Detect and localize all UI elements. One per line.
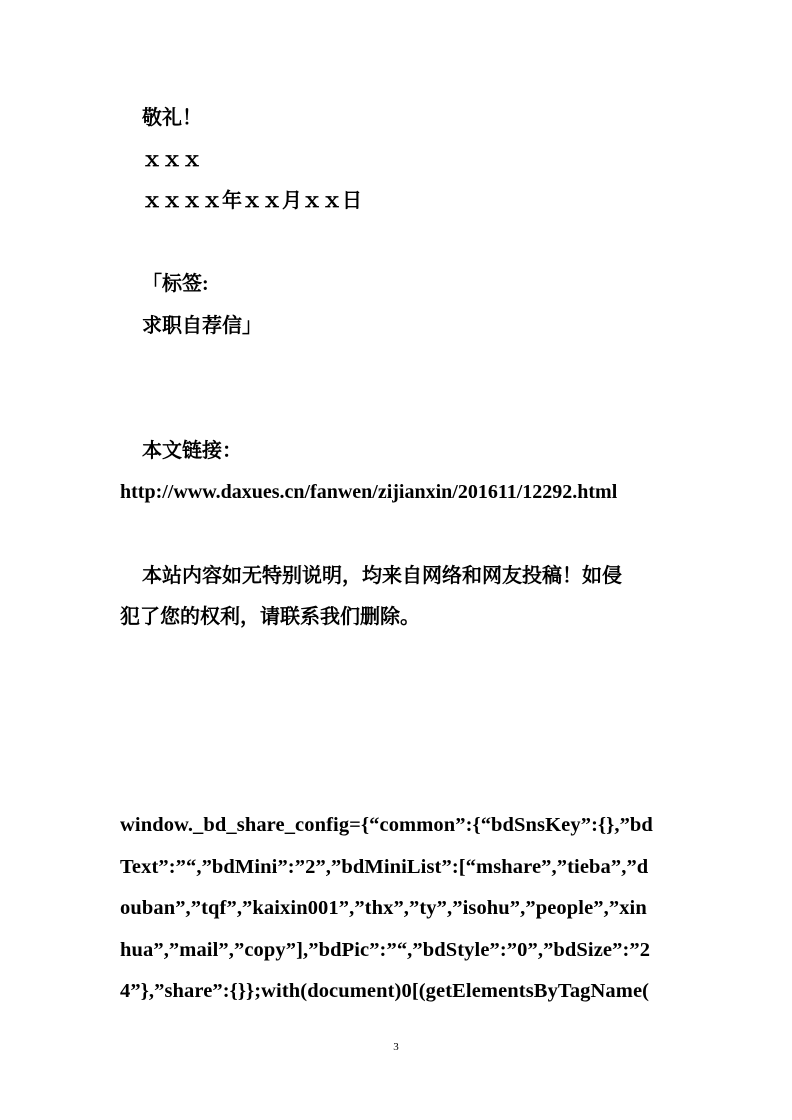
script-text-line-3: ouban”,”tqf”,”kaixin001”,”thx”,”ty”,”isohu”,”people”,”xin <box>120 897 647 919</box>
page-number: 3 <box>393 1041 399 1053</box>
tags-line-2: 求职自荐信」 <box>142 315 262 337</box>
script-text-line-2: Text”:”“,”bdMini”:”2”,”bdMiniList”:[“mshare”,”tieba”,”d <box>120 856 649 878</box>
link-url[interactable]: http://www.daxues.cn/fanwen/zijianxin/201611/12292.html <box>120 481 618 503</box>
link-label: 本文链接： <box>142 440 242 462</box>
script-text-line-1: window._bd_share_config={“common”:{“bdSnsKey”:{},”bd <box>120 814 653 836</box>
closing-signature: ｘｘｘ <box>142 149 202 171</box>
closing-salutation: 敬礼！ <box>142 107 202 129</box>
closing-date: ｘｘｘｘ年ｘｘ月ｘｘ日 <box>142 190 362 212</box>
script-text-line-5: 4”},”share”:{}};with(document)0[(getElementsByTagName( <box>120 980 650 1002</box>
script-text-line-4: hua”,”mail”,”copy”],”bdPic”:”“,”bdStyle”:”0”,”bdSize”:”2 <box>120 939 651 961</box>
notice-line-2: 犯了您的权利，请联系我们删除。 <box>120 606 420 628</box>
tags-line-1: 「标签: <box>142 273 209 295</box>
notice-line-1: 本站内容如无特别说明，均来自网络和网友投稿！如侵 <box>142 565 622 587</box>
